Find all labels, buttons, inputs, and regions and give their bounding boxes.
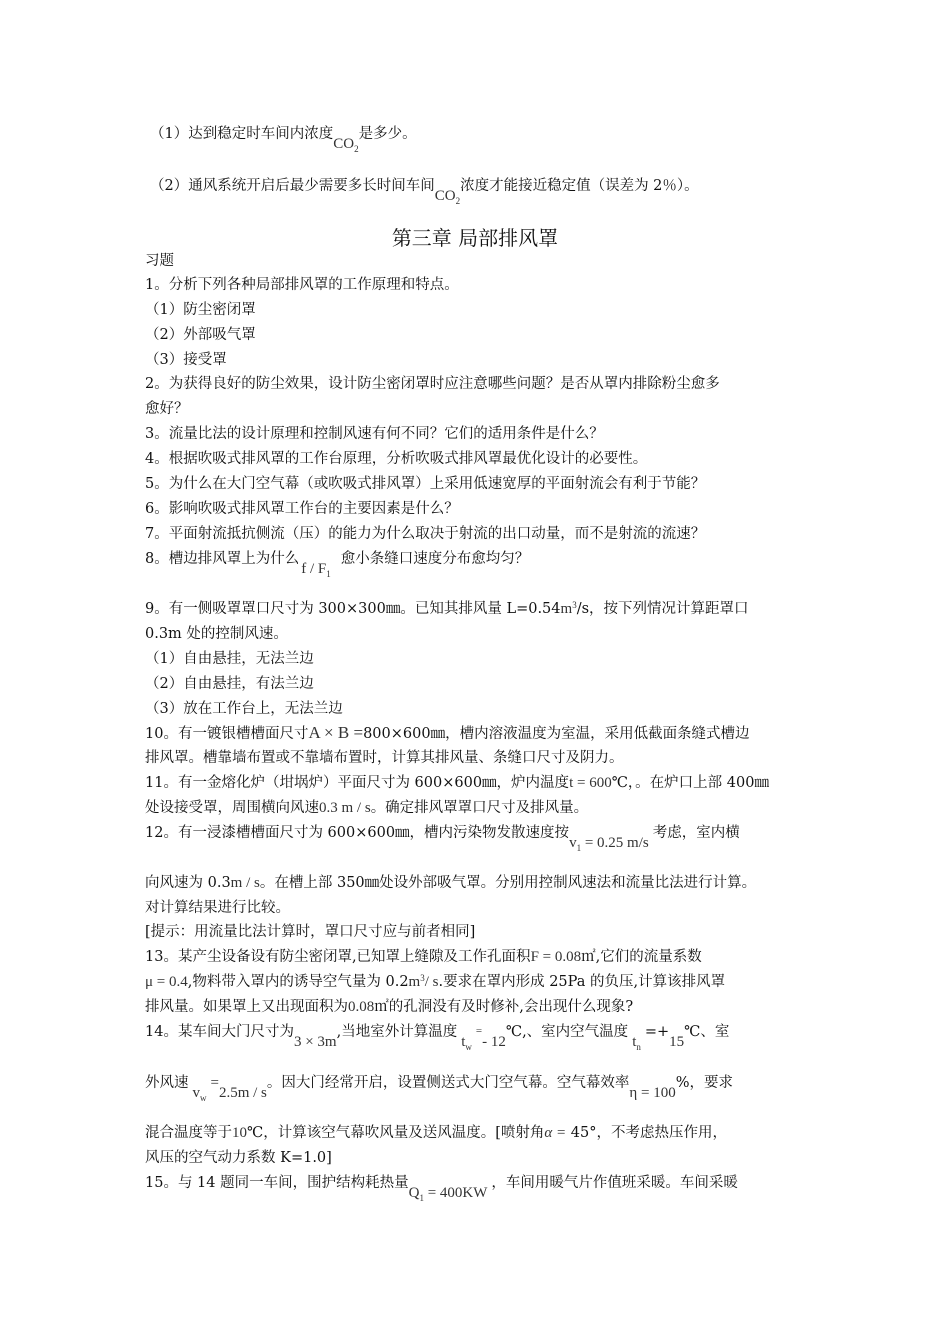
question-9-item-3: （3）放在工作台上，无法兰边 (145, 701, 343, 717)
question-14-cont-2: 混合温度等于10℃，计算该空气幕吹风量及送风温度。[喷射角α = 45°，不考虑热压作用， (145, 1125, 727, 1141)
question-9-item-1: （1）自由悬挂，无法兰边 (145, 651, 314, 667)
question-4: 4。根据吹吸式排风罩的工作台原理，分析吹吸式排风罩最优化设计的必要性。 (145, 451, 648, 467)
question-11-cont: 处设接受罩，周围横向风速0.3 m / s。确定排风罩罩口尺寸及排风量。 (145, 800, 589, 816)
question-9-cont: 0.3m 处的控制风速。 (145, 626, 288, 642)
question-1-item-2: （2）外部吸气罩 (145, 327, 256, 343)
question-8: 8。槽边排风罩上为什么f / $F_1$愈小条缝口速度分布愈均匀？ (145, 551, 530, 579)
mix-temp: 10 (232, 1125, 247, 1141)
question-12-cont-2: 对计算结果进行比较。 (145, 900, 290, 916)
question-9-item-2: （2）自由悬挂，有法兰边 (145, 676, 314, 692)
question-2: 2。为获得良好的防尘效果，设计防尘密闭罩时应注意哪些问题？是否从罩内排除粉尘愈多 (145, 376, 720, 392)
co2-formula: $CO_2$ (434, 188, 461, 206)
intro-q2: （2）通风系统开启后最少需要多长时间车间$CO_2$浓度才能接近稳定值（误差为 2％）。 (150, 178, 699, 206)
tw-formula: $t_w$ (461, 1034, 472, 1052)
question-13-cont: μ = 0.4,物料带入罩内的诱导空气量为 $0.2m^3/$ s.要求在罩内形成 25Pa 的负压,计算该排风罩 (145, 973, 726, 990)
m3-unit: $m^3$ (560, 600, 577, 617)
question-11: 11。有一金熔化炉（坩埚炉）平面尺寸为 600×600㎜，炉内温度t = 600℃，。在炉口上部 400㎜ (145, 775, 769, 791)
vw-formula: $v_w$ (192, 1085, 207, 1103)
question-12-hint: [提示：用流量比法计算时，罩口尺寸应与前者相同] (145, 924, 476, 940)
velocity-formula: 0.3 m / s (319, 800, 371, 816)
question-14-cont: 外风速$v_w=2.5m / s$。因大门经常开启，设置侧送式大门空气幕。空气幕效率η = 100%，要求 (145, 1075, 733, 1103)
q1-formula: $Q_1 = 400KW$ (408, 1185, 488, 1203)
temp-formula: t = 600 (569, 775, 612, 791)
intro-q1: （1）达到稳定时车间内浓度$CO_2$是多少。 (150, 126, 417, 154)
question-12: 12。有一浸漆槽槽面尺寸为 600×600㎜，槽内污染物发散速度按$v_1 = 0.25$ m/s考虑，室内横 (145, 825, 740, 853)
question-15: 15。与 14 题同一车间，围护结构耗热量$Q_1 = 400KW$，车间用暖气片作值班采暖。车间采暖 (145, 1175, 738, 1203)
question-1: 1。分析下列各种局部排风罩的工作原理和特点。 (145, 277, 459, 293)
eta-formula: η = 100 (629, 1085, 676, 1101)
axb-formula: A × B = (308, 723, 364, 742)
m3-unit: $m^3/$ s (408, 973, 439, 990)
question-3: 3。流量比法的设计原理和控制风速有何不同？它们的适用条件是什么？ (145, 426, 604, 442)
question-2-cont: 愈好？ (145, 401, 189, 417)
question-14: 14。某车间大门尺寸为3 × 3m,当地室外计算温度$t_w=-$ 12℃,、室内空气温度$t_n=+15℃$、室 (145, 1024, 730, 1052)
question-6: 6。影响吹吸式排风罩工作台的主要因素是什么？ (145, 501, 459, 517)
f-ratio-formula: f / $F_1$ (301, 561, 331, 579)
mu-formula: μ = 0.4 (145, 974, 188, 990)
question-9: 9。有一侧吸罩罩口尺寸为 300×300㎜。已知其排风量 $L=0.54m^3/s$，按下列情况计算距罩口 (145, 600, 749, 617)
section-label: 习题 (145, 253, 174, 269)
question-5: 5。为什么在大门空气幕（或吹吸式排风罩）上采用低速宽厚的平面射流会有利于节能？ (145, 476, 706, 492)
v1-formula: $v_1 = 0.25$ m/s (569, 835, 649, 853)
question-14-cont-3: 风压的空气动力系数 K=1.0] (145, 1150, 332, 1166)
question-13-cont-2: 排风量。如果罩上又出现面积为0.08㎡的孔洞没有及时修补,会出现什么现象? (145, 999, 634, 1015)
question-1-item-3: （3）接受罩 (145, 352, 227, 368)
area-value: 0.08 (348, 999, 375, 1015)
question-10-cont: 排风罩。槽靠墙布置或不靠墙布置时，计算其排风量、条缝口尺寸及阴力。 (145, 750, 624, 766)
alpha-formula: α = (544, 1125, 567, 1141)
chapter-title: 第三章 局部排风罩 (391, 226, 559, 250)
tn-formula: $t_n$ (632, 1034, 641, 1052)
question-10: 10。有一镀银槽槽面尺寸A × B =800×600㎜，槽内溶液温度为室温，采用低截面条缝式槽边 (145, 723, 750, 742)
velocity-unit: m / s (230, 875, 260, 891)
question-13: 13。某产尘设备设有防尘密闭罩,已知罩上缝隙及工作孔面积F = 0.08㎡,它们的流量系数 (145, 949, 702, 965)
co2-formula: $CO_2$ (333, 136, 359, 154)
f-formula: F = 0.08 (530, 949, 582, 965)
question-7: 7。平面射流抵抗侧流（压）的能力为什么取决于射流的出口动量，而不是射流的流速？ (145, 526, 706, 542)
question-1-item-1: （1）防尘密闭罩 (145, 302, 256, 318)
door-size-formula: 3 × 3m (293, 1034, 337, 1050)
question-12-cont: 向风速为 0.3m / s。在槽上部 350㎜处设外部吸气罩。分别用控制风速法和流量比法进行计算。 (145, 875, 757, 891)
